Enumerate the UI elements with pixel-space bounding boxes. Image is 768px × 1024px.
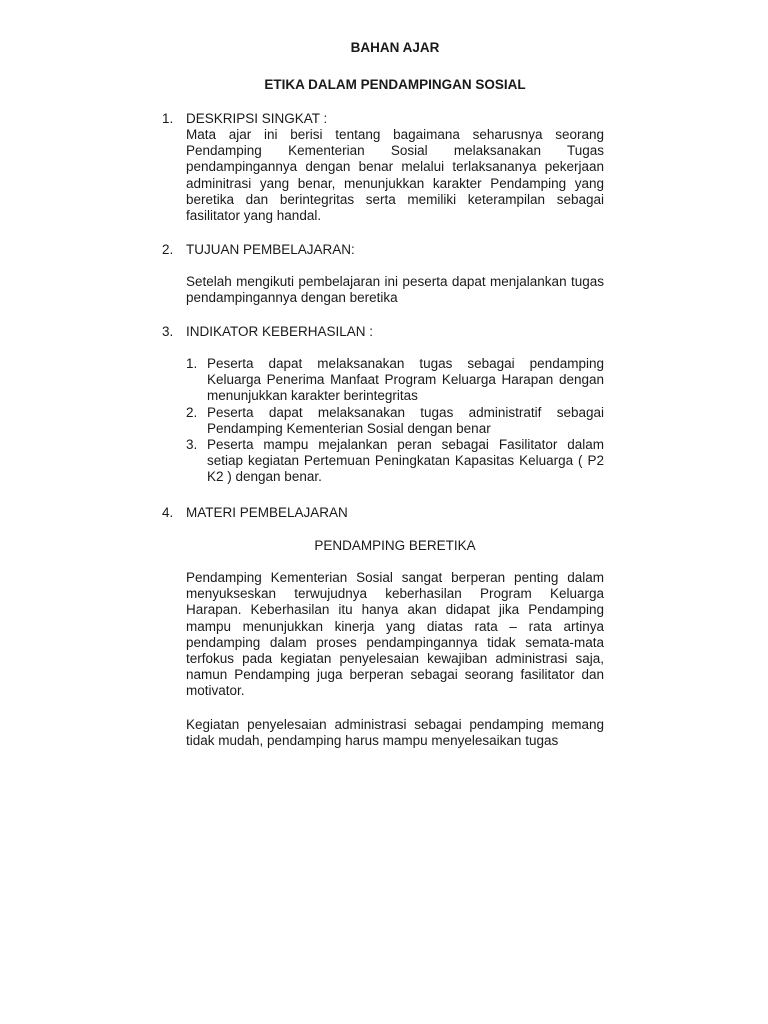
section-3-heading: INDIKATOR KEBERHASILAN : — [186, 324, 374, 339]
section-2-body — [186, 274, 604, 306]
list-item-text: Peserta mampu mejalankan peran sebagai Fasilitator dalam setiap kegiatan Pertemuan Peningkatan Kapasitas Keluarga ( P2 K2 ) dengan benar. — [207, 437, 604, 485]
section-4-heading: MATERI PEMBELAJARAN — [186, 505, 348, 520]
section-1-paragraph: Mata ajar ini berisi tentang bagaimana seharusnya seorang Pendamping Kementerian Sosial melaksanakan Tugas pendampingannya dengan benar melalui terlaksananya pekerjaan adminitrasi yang benar, menunjukkan karakter Pendamping yang beretika dan berintegritas serta memiliki keterampilan sebagai fasilitator yang handal. — [186, 127, 604, 224]
indicator-list — [186, 356, 604, 486]
list-item — [186, 405, 604, 437]
list-item-text: Peserta dapat melaksanakan tugas sebagai pendamping Keluarga Penerima Manfaat Program Keluarga Harapan dengan menunjukkan karakter berintegritas — [207, 356, 604, 404]
section-3-number: 3. — [162, 324, 174, 339]
section-1-number: 1. — [162, 111, 174, 126]
list-item — [186, 356, 604, 405]
section-1-heading: DESKRIPSI SINGKAT : — [186, 111, 328, 126]
section-4-paragraph-2: Kegiatan penyelesaian administrasi sebagai pendamping memang tidak mudah, pendamping harus mampu menyelesaikan tugas — [186, 716, 604, 748]
list-item-number: 2. — [186, 404, 198, 420]
document-subtitle: ETIKA DALAM PENDAMPINGAN SOSIAL — [264, 77, 526, 92]
section-4-subheading: PENDAMPING BERETIKA — [314, 538, 476, 553]
section-2-paragraph: Setelah mengikuti pembelajaran ini peserta dapat menjalankan tugas pendampingannya dengan beretika — [186, 274, 604, 306]
section-4-body — [186, 570, 604, 749]
list-item-number: 1. — [186, 356, 198, 371]
section-2-number: 2. — [162, 242, 174, 257]
list-item-text: Peserta dapat melaksanakan tugas administratif sebagai Pendamping Kementerian Sosial dengan benar — [207, 404, 604, 436]
list-item-number: 3. — [186, 437, 198, 453]
document-title: BAHAN AJAR — [350, 40, 440, 55]
section-4-number: 4. — [162, 505, 174, 520]
section-1-body — [186, 127, 604, 224]
section-4-paragraph-1: Pendamping Kementerian Sosial sangat berperan penting dalam menyukseskan terwujudnya keberhasilan Program Keluarga Harapan. Keberhasilan itu hanya akan didapat jika Pendamping mampu menunjukkan kinerja yang diatas rata – rata artinya pendamping dalam proses pendampingannya tidak semata-mata terfokus pada kegiatan penyelesaian kewajiban administrasi saja, namun Pendamping juga berperan sebagai seorang fasilitator dan motivator. — [186, 570, 604, 699]
section-2-heading: TUJUAN PEMBELAJARAN: — [186, 242, 355, 257]
list-item — [186, 437, 604, 486]
